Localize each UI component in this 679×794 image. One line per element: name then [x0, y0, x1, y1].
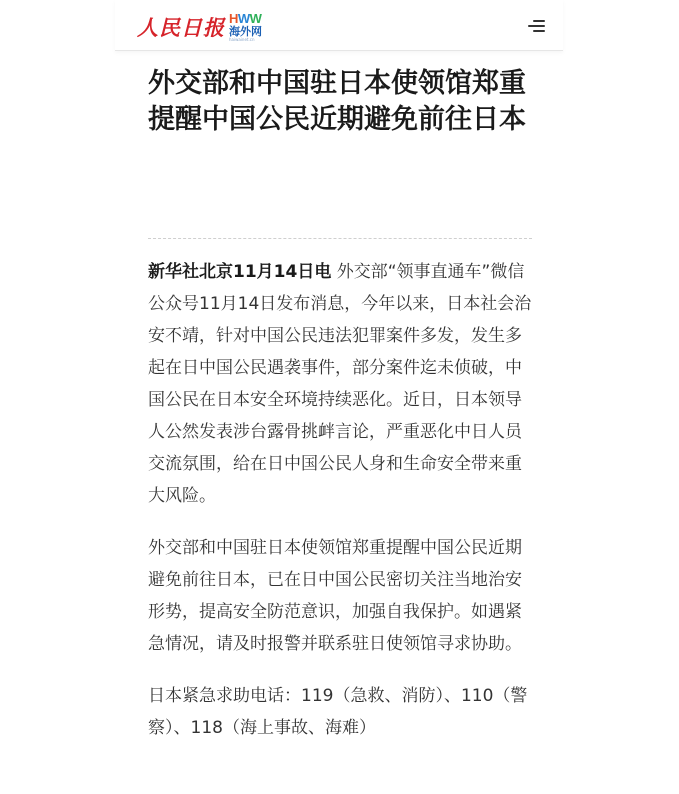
hww-name: 海外网	[229, 25, 262, 38]
hww-letters: HWW	[229, 11, 262, 26]
article-title: 外交部和中国驻日本使领馆郑重提醒中国公民近期避免前往日本	[148, 68, 526, 135]
paragraph-1-text: 外交部“领事直通车”微信公众号11月14日发布消息，今年以来，日本社会治安不靖，针对中国公民违法犯罪案件多发，发生多起在日中国公民遇袭事件，部分案件迄未侦破，中国公民在日本安全环境持续恶化。近日，日本领导人公然发表涉台露骨挑衅言论，严重恶化中日人员交流氛围，给在日中国公民人身和生命安全带来重大风险。	[148, 262, 532, 506]
site-header	[115, 0, 563, 51]
mobile-page	[115, 0, 563, 794]
dateline: 新华社北京11月14日电	[148, 262, 332, 282]
article-paragraph-3: 日本紧急求助电话：119（急救、消防）、110（警察）、118（海上事故、海难）	[148, 686, 528, 738]
title-divider	[148, 238, 532, 239]
haiwainet-logo	[229, 12, 262, 42]
article-paragraph-1	[148, 256, 532, 512]
hamburger-menu-icon[interactable]	[528, 18, 545, 34]
article-paragraph-2: 外交部和中国驻日本使领馆郑重提醒中国公民近期避免前往日本，已在日中国公民密切关注当地治安形势，提高安全防范意识，加强自我保护。如遇紧急情况，请及时报警并联系驻日使领馆寻求协助。	[148, 538, 522, 654]
site-logo[interactable]	[137, 11, 262, 43]
renmin-ribao-logo-text: 人民日报	[137, 14, 225, 40]
article-body	[148, 256, 532, 764]
hww-domain: haiwainet.cn	[229, 37, 255, 42]
